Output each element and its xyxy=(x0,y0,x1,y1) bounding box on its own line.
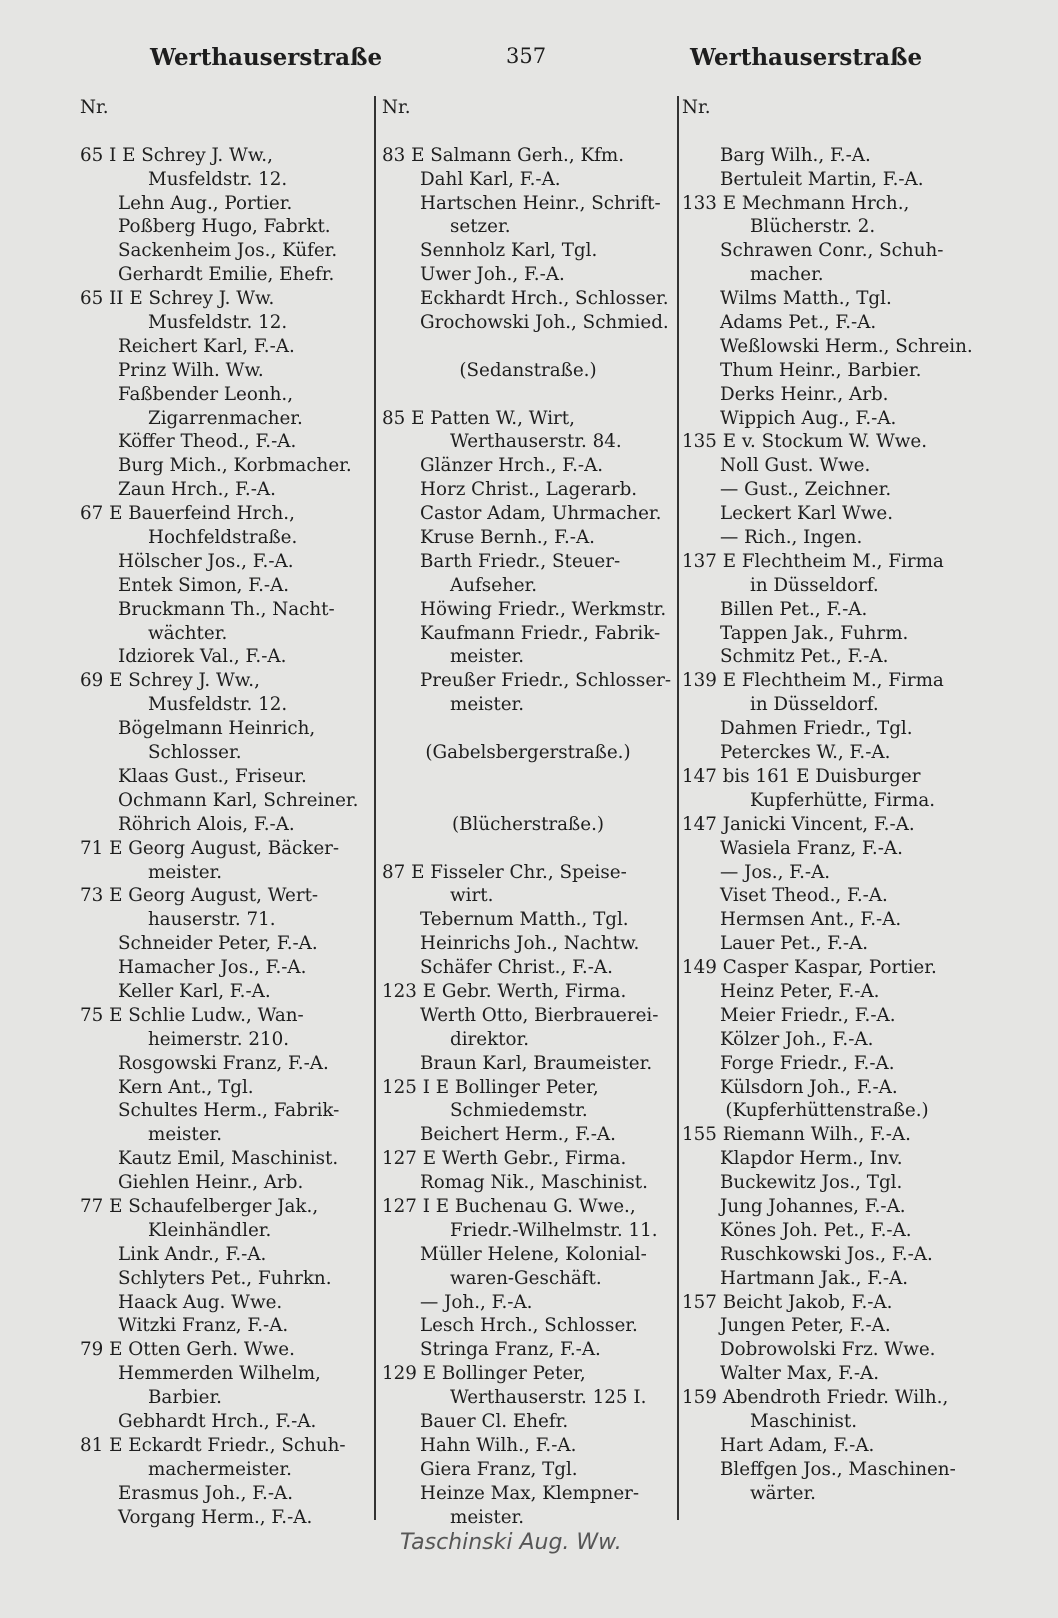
directory-entry-line: — Gust., Zeichner. xyxy=(720,479,892,501)
directory-column-2 xyxy=(382,96,674,1529)
directory-entry-line: Thum Heinr., Barbier. xyxy=(720,359,922,381)
directory-entry-line: Nr. xyxy=(382,97,411,118)
directory-entry-line: Hart Adam, F.-A. xyxy=(720,1434,875,1456)
directory-entry-line: Peterckes W., F.-A. xyxy=(720,742,891,764)
directory-entry-line: 127 E Werth Gebr., Firma. xyxy=(382,1148,627,1170)
directory-entry-line: Kölzer Joh., F.-A. xyxy=(720,1028,874,1050)
directory-entry-line: Hartschen Heinr., Schrift- xyxy=(420,192,661,214)
directory-entry-line: Bertuleit Martin, F.-A. xyxy=(720,168,924,190)
street-heading: (Blücherstraße.) xyxy=(451,813,605,835)
spacer xyxy=(80,120,372,144)
spacer xyxy=(382,837,674,861)
directory-entry-line: 157 Beicht Jakob, F.-A. xyxy=(682,1291,893,1313)
spacer xyxy=(382,383,674,407)
directory-entry-line: Höwing Friedr., Werkmstr. xyxy=(420,598,667,620)
directory-entry-line: Bögelmann Heinrich, xyxy=(118,718,316,740)
directory-entry-line: meister. xyxy=(450,694,525,716)
directory-entry-line: meister. xyxy=(450,1506,525,1528)
directory-entry-line: Reichert Karl, F.-A. xyxy=(118,335,295,357)
directory-column-3 xyxy=(682,96,972,1506)
directory-entry-line: Hölscher Jos., F.-A. xyxy=(118,550,294,572)
directory-entry-line: Röhrich Alois, F.-A. xyxy=(118,813,295,835)
directory-entry-line: Barth Friedr., Steuer- xyxy=(420,550,621,572)
directory-entry-line: wirt. xyxy=(450,885,494,907)
directory-entry-line: Ochmann Karl, Schreiner. xyxy=(118,789,359,811)
directory-entry-line: direktor. xyxy=(450,1028,530,1050)
directory-entry-line: waren-Geschäft. xyxy=(450,1267,602,1289)
directory-entry-line: 123 E Gebr. Werth, Firma. xyxy=(382,980,627,1002)
directory-entry-line: Poßberg Hugo, Fabrkt. xyxy=(118,216,331,238)
directory-entry-line: 127 I E Buchenau G. Wwe., xyxy=(382,1195,636,1217)
directory-entry-line: Schlosser. xyxy=(148,742,242,764)
directory-entry-line: 85 E Patten W., Wirt, xyxy=(382,407,575,429)
directory-entry-line: Musfeldstr. 12. xyxy=(148,312,288,334)
directory-entry-line: Hahn Wilh., F.-A. xyxy=(420,1434,577,1456)
directory-entry-line: 71 E Georg August, Bäcker- xyxy=(80,837,340,859)
directory-entry-line: Witzki Franz, F.-A. xyxy=(118,1315,289,1337)
directory-entry-line: Schmitz Pet., F.-A. xyxy=(720,646,889,668)
directory-entry-line: Heinze Max, Klempner- xyxy=(420,1482,640,1504)
directory-entry-line: Uwer Joh., F.-A. xyxy=(420,264,565,286)
directory-entry-line: Tappen Jak., Fuhrm. xyxy=(720,622,909,644)
directory-column-1 xyxy=(80,96,372,1529)
directory-entry-line: Giera Franz, Tgl. xyxy=(420,1458,578,1480)
directory-entry-line: — Joh., F.-A. xyxy=(420,1291,533,1313)
directory-entry-line: Rosgowski Franz, F.-A. xyxy=(118,1052,329,1074)
directory-entry-line: Link Andr., F.-A. xyxy=(118,1243,267,1265)
directory-entry-line: meister. xyxy=(450,646,525,668)
directory-entry-line: Gebhardt Hrch., F.-A. xyxy=(118,1410,317,1432)
directory-entry-line: Jungen Peter, F.-A. xyxy=(720,1315,891,1337)
directory-entry-line: meister. xyxy=(148,861,223,883)
directory-entry-line: Adams Pet., F.-A. xyxy=(720,312,877,334)
directory-entry-line: machermeister. xyxy=(148,1458,292,1480)
directory-entry-line: Giehlen Heinr., Arb. xyxy=(118,1172,304,1194)
directory-entry-line: Erasmus Joh., F.-A. xyxy=(118,1482,294,1504)
directory-entry-line: Klapdor Herm., Inv. xyxy=(720,1148,903,1170)
directory-entry-line: Köffer Theod., F.-A. xyxy=(118,431,297,453)
directory-entry-line: Entek Simon, F.-A. xyxy=(118,574,290,596)
column-divider xyxy=(677,96,679,1520)
directory-entry-line: Bauer Cl. Ehefr. xyxy=(420,1410,569,1432)
directory-entry-line: Barg Wilh., F.-A. xyxy=(720,144,871,166)
directory-entry-line: Hartmann Jak., F.-A. xyxy=(720,1267,909,1289)
page-number: 357 xyxy=(506,44,547,68)
directory-entry-line: Schäfer Christ., F.-A. xyxy=(420,957,613,979)
directory-entry-line: Kruse Bernh., F.-A. xyxy=(420,527,595,549)
street-heading: (Gabelsbergerstraße.) xyxy=(425,742,631,764)
directory-entry-line: 87 E Fisseler Chr., Speise- xyxy=(382,861,627,883)
directory-entry-line: in Düsseldorf. xyxy=(750,574,879,596)
directory-entry-line: Tebernum Matth., Tgl. xyxy=(420,909,629,931)
directory-entry-line: 65 II E Schrey J. Ww. xyxy=(80,288,275,310)
directory-entry-line: Wilms Matth., Tgl. xyxy=(720,288,892,310)
directory-entry-line: Dobrowolski Frz. Wwe. xyxy=(720,1339,936,1361)
directory-entry-line: 147 bis 161 E Duisburger xyxy=(682,765,921,787)
spacer xyxy=(382,717,674,741)
directory-entry-line: Schneider Peter, F.-A. xyxy=(118,933,318,955)
street-heading: (Kupferhüttenstraße.) xyxy=(725,1100,929,1122)
running-head-right: Werthauserstraße xyxy=(690,44,923,71)
directory-entry-line: wärter. xyxy=(750,1482,816,1504)
directory-entry-line: Viset Theod., F.-A. xyxy=(720,885,888,907)
directory-entry-line: Hermsen Ant., F.-A. xyxy=(720,909,902,931)
directory-entry-line: 133 E Mechmann Hrch., xyxy=(682,192,910,214)
directory-entry-line: Zigarrenmacher. xyxy=(148,407,303,429)
directory-entry-line: — Jos., F.-A. xyxy=(720,861,831,883)
spacer xyxy=(382,335,674,359)
directory-entry-line: Meier Friedr., F.-A. xyxy=(720,1004,896,1026)
directory-entry-line: Hemmerden Wilhelm, xyxy=(118,1363,321,1385)
directory-entry-line: 65 I E Schrey J. Ww., xyxy=(80,144,273,166)
directory-entry-line: 67 E Bauerfeind Hrch., xyxy=(80,503,295,525)
spacer xyxy=(382,789,674,813)
spacer xyxy=(382,765,674,789)
directory-entry-line: Kleinhändler. xyxy=(148,1219,272,1241)
directory-entry-line: 75 E Schlie Ludw., Wan- xyxy=(80,1004,304,1026)
directory-entry-line: Keller Karl, F.-A. xyxy=(118,980,271,1002)
spacer xyxy=(382,120,674,144)
directory-entry-line: — Rich., Ingen. xyxy=(720,527,863,549)
directory-entry-line: Kautz Emil, Maschinist. xyxy=(118,1148,339,1170)
directory-entry-line: Heinz Peter, F.-A. xyxy=(720,980,880,1002)
directory-entry-line: Braun Karl, Braumeister. xyxy=(420,1052,653,1074)
directory-entry-line: 83 E Salmann Gerh., Kfm. xyxy=(382,144,625,166)
directory-entry-line: Külsdorn Joh., F.-A. xyxy=(720,1076,898,1098)
directory-entry-line: setzer. xyxy=(450,216,511,238)
directory-entry-line: Preußer Friedr., Schlosser- xyxy=(420,670,672,692)
directory-entry-line: Wasiela Franz, F.-A. xyxy=(720,837,903,859)
directory-entry-line: Derks Heinr., Arb. xyxy=(720,383,889,405)
directory-entry-line: 137 E Flechtheim M., Firma xyxy=(682,550,944,572)
directory-entry-line: Kern Ant., Tgl. xyxy=(118,1076,254,1098)
directory-entry-line: wächter. xyxy=(148,622,228,644)
directory-entry-line: Dahmen Friedr., Tgl. xyxy=(720,718,913,740)
handwritten-annotation: Taschinski Aug. Ww. xyxy=(400,1530,622,1555)
running-head-left: Werthauserstraße xyxy=(150,44,383,71)
directory-entry-line: Werthauserstr. 84. xyxy=(450,431,622,453)
directory-entry-line: Glänzer Hrch., F.-A. xyxy=(420,455,604,477)
directory-entry-line: Barbier. xyxy=(148,1387,222,1409)
directory-entry-line: Friedr.-Wilhelmstr. 11. xyxy=(450,1219,658,1241)
directory-entry-line: macher. xyxy=(750,264,824,286)
directory-entry-line: 129 E Bollinger Peter, xyxy=(382,1363,586,1385)
directory-entry-line: Walter Max, F.-A. xyxy=(720,1363,880,1385)
directory-entry-line: Lesch Hrch., Schlosser. xyxy=(420,1315,638,1337)
directory-entry-line: Werth Otto, Bierbrauerei- xyxy=(420,1004,659,1026)
directory-entry-line: Kaufmann Friedr., Fabrik- xyxy=(420,622,661,644)
directory-entry-line: Klaas Gust., Friseur. xyxy=(118,765,307,787)
directory-entry-line: Bruckmann Th., Nacht- xyxy=(118,598,335,620)
directory-entry-line: Schultes Herm., Fabrik- xyxy=(118,1100,340,1122)
directory-entry-line: Kupferhütte, Firma. xyxy=(750,789,936,811)
directory-entry-line: Vorgang Herm., F.-A. xyxy=(118,1506,313,1528)
directory-entry-line: Leckert Karl Wwe. xyxy=(720,503,894,525)
directory-entry-line: 139 E Flechtheim M., Firma xyxy=(682,670,944,692)
directory-entry-line: 77 E Schaufelberger Jak., xyxy=(80,1195,319,1217)
directory-entry-line: Blücherstr. 2. xyxy=(750,216,876,238)
directory-entry-line: Lehn Aug., Portier. xyxy=(118,192,293,214)
directory-entry-line: Dahl Karl, F.-A. xyxy=(420,168,561,190)
directory-entry-line: Prinz Wilh. Ww. xyxy=(118,359,264,381)
street-heading: (Sedanstraße.) xyxy=(459,359,597,381)
directory-entry-line: 135 E v. Stockum W. Wwe. xyxy=(682,431,928,453)
directory-entry-line: Könes Joh. Pet., F.-A. xyxy=(720,1219,912,1241)
directory-entry-line: 69 E Schrey J. Ww., xyxy=(80,670,260,692)
directory-entry-line: 81 E Eckardt Friedr., Schuh- xyxy=(80,1434,346,1456)
directory-entry-line: hauserstr. 71. xyxy=(148,909,276,931)
directory-entry-line: Idziorek Val., F.-A. xyxy=(118,646,287,668)
directory-entry-line: Sennholz Karl, Tgl. xyxy=(420,240,598,262)
directory-entry-line: Lauer Pet., F.-A. xyxy=(720,933,869,955)
directory-entry-line: 125 I E Bollinger Peter, xyxy=(382,1076,599,1098)
directory-entry-line: meister. xyxy=(148,1124,223,1146)
directory-entry-line: Aufseher. xyxy=(450,574,538,596)
directory-entry-line: Buckewitz Jos., Tgl. xyxy=(720,1172,903,1194)
directory-entry-line: Hamacher Jos., F.-A. xyxy=(118,957,307,979)
directory-entry-line: Schmiedemstr. xyxy=(450,1100,588,1122)
directory-entry-line: Haack Aug. Wwe. xyxy=(118,1291,283,1313)
directory-entry-line: Wippich Aug., F.-A. xyxy=(720,407,897,429)
directory-entry-line: Beichert Herm., F.-A. xyxy=(420,1124,616,1146)
spacer xyxy=(682,120,972,144)
directory-entry-line: Schrawen Conr., Schuh- xyxy=(720,240,944,262)
directory-entry-line: Nr. xyxy=(80,97,109,118)
directory-entry-line: Forge Friedr., F.-A. xyxy=(720,1052,895,1074)
directory-entry-line: Faßbender Leonh., xyxy=(118,383,294,405)
directory-entry-line: 155 Riemann Wilh., F.-A. xyxy=(682,1124,911,1146)
directory-entry-line: 73 E Georg August, Wert- xyxy=(80,885,319,907)
directory-entry-line: Bleffgen Jos., Maschinen- xyxy=(720,1458,956,1480)
directory-entry-line: in Düsseldorf. xyxy=(750,694,879,716)
directory-entry-line: Musfeldstr. 12. xyxy=(148,168,288,190)
directory-entry-line: 159 Abendroth Friedr. Wilh., xyxy=(682,1387,949,1409)
directory-entry-line: Castor Adam, Uhrmacher. xyxy=(420,503,662,525)
directory-entry-line: Burg Mich., Korbmacher. xyxy=(118,455,352,477)
directory-entry-line: 147 Janicki Vincent, F.-A. xyxy=(682,813,915,835)
directory-entry-line: Nr. xyxy=(682,97,711,118)
directory-entry-line: Jung Johannes, F.-A. xyxy=(720,1195,906,1217)
directory-entry-line: Zaun Hrch., F.-A. xyxy=(118,479,276,501)
directory-entry-line: Werthauserstr. 125 I. xyxy=(450,1387,647,1409)
directory-entry-line: Grochowski Joh., Schmied. xyxy=(420,312,669,334)
directory-entry-line: Weßlowski Herm., Schrein. xyxy=(720,335,973,357)
directory-entry-line: Noll Gust. Wwe. xyxy=(720,455,871,477)
directory-entry-line: Gerhardt Emilie, Ehefr. xyxy=(118,264,335,286)
directory-entry-line: Schlyters Pet., Fuhrkn. xyxy=(118,1267,332,1289)
directory-entry-line: Hochfeldstraße. xyxy=(148,527,298,549)
page-header xyxy=(0,44,1058,84)
directory-entry-line: 149 Casper Kaspar, Portier. xyxy=(682,957,937,979)
directory-entry-line: Eckhardt Hrch., Schlosser. xyxy=(420,288,669,310)
directory-entry-line: Heinrichs Joh., Nachtw. xyxy=(420,933,640,955)
column-divider xyxy=(374,96,376,1520)
directory-entry-line: Musfeldstr. 12. xyxy=(148,694,288,716)
directory-entry-line: Romag Nik., Maschinist. xyxy=(420,1172,648,1194)
directory-entry-line: Horz Christ., Lagerarb. xyxy=(420,479,638,501)
directory-entry-line: Billen Pet., F.-A. xyxy=(720,598,868,620)
directory-entry-line: Müller Helene, Kolonial- xyxy=(420,1243,647,1265)
directory-entry-line: Sackenheim Jos., Küfer. xyxy=(118,240,338,262)
directory-entry-line: 79 E Otten Gerh. Wwe. xyxy=(80,1339,295,1361)
directory-entry-line: heimerstr. 210. xyxy=(148,1028,290,1050)
directory-entry-line: Ruschkowski Jos., F.-A. xyxy=(720,1243,933,1265)
directory-entry-line: Maschinist. xyxy=(750,1410,858,1432)
directory-entry-line: Stringa Franz, F.-A. xyxy=(420,1339,601,1361)
